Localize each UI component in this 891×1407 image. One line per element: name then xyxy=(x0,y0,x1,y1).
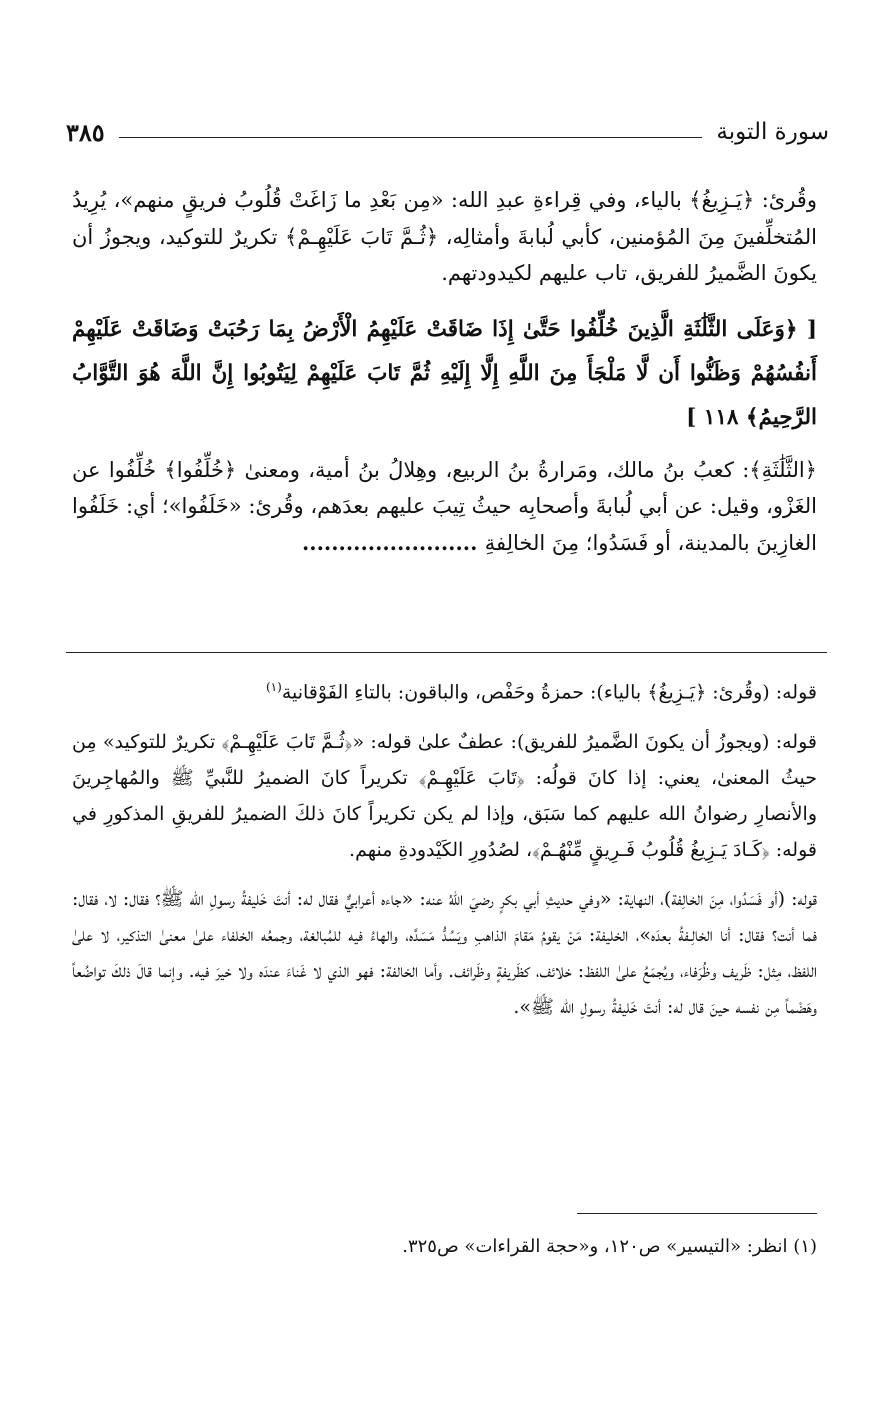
header-rule xyxy=(119,137,703,138)
continuation-dots: ........................ xyxy=(301,529,485,555)
surah-title: سورة التوبة xyxy=(716,119,829,145)
gloss-note-3: قوله: (أو فَسَدُوا، مِنَ الخالِفة)، النهاية: «وفي حديثِ أبي بكرٍ رضيَ اللهُ عنه: «جاءه أعرابيٌّ فقال له: أنتَ خَليفةُ رسولِ الله ﷺ؟ فقال: لا، فقال: فما أنت؟ فقال: أنا الخالِـفةُ بعدَه»، الخليفة: مَنْ يقومُ مَقامَ الذاهبِ ويَسُدُّ مَسَدَّه، والهاءُ فيه للمُبالغة، وجمعُه الخلفاء علىٰ معنىٰ التذكير، لا علىٰ اللفظ، مِثل: ظَريف وظُرَفاء، ويُجمَعُ علىٰ اللفظ: خلائف، كظَريفةٍ وظَرائف. وأما الخالفة: فهو الذي لا غَناءَ عندَه ولا خيرَ فيه. وإنما قالَ ذلكَ تواضُعاً وهَضْماً مِن نفسه حينَ قال له: أنتَ خَليفةُ رسولِ الله ﷺ». xyxy=(72,888,817,1018)
running-header xyxy=(66,112,829,152)
quran-verse-118: [ ﴿وَعَلَى الثَّلَٰثَةِ الَّذِينَ خُلِّفُوا حَتَّىٰ إِذَا ضَاقَتْ عَلَيْهِمُ الْأَرْضُ بِمَا رَحُبَتْ وَضَاقَتْ عَلَيْهِمْ أَنفُسُهُمْ وَظَنُّوا أَن لَّا مَلْجَأَ مِنَ اللَّهِ إِلَّا إِلَيْهِ ثُمَّ تَابَ عَلَيْهِمْ لِيَتُوبُوا إِنَّ اللَّهَ هُوَ التَّوَّابُ الرَّحِيمُ﴾ ١١٨ ] xyxy=(72,316,817,430)
gloss-note-1-text: قوله: (وقُرئ: ﴿يَـزِيغُ﴾ بالياء): حمزةُ وحَفْص، والباقون: بالتاءِ الفَوْقانية xyxy=(281,681,817,704)
commentary-paragraph-2 xyxy=(72,452,817,562)
gloss-section xyxy=(72,670,817,1040)
commentary-paragraph-2-text: ﴿الثَّلَٰثَةِ﴾: كعبُ بنُ مالك، ومَرارةُ بنُ الربيع، وهِلالُ بنُ أمية، ومعنىٰ ﴿خُلِّفُوا﴾ خُلِّفُوا عن الغَزْو، وقيل: عن أبي لُبابةَ وأصحابِه حيثُ تِيبَ عليهم بعدَهم، وقُرئ: «خَلَفُوا»؛ أي: خَلَفُوا الغازِينَ بالمدينة، أو فَسَدُوا؛ مِنَ الخالِفةِ xyxy=(72,457,817,555)
main-text xyxy=(72,182,817,577)
commentary-paragraph-1: وقُرئ: ﴿يَـزِيغُ﴾ بالياء، وفي قِراءةِ عبدِ الله: «مِن بَعْدِ ما زَاغَتْ قُلُوبُ فريقٍ منهم»، يُرِيدُ المُتخلِّفينَ مِنَ المُؤمنين، كأبي لُبابةَ وأمثالِه، ﴿ثُـمَّ تَابَ عَلَيْهِـمْ﴾ تكريرٌ للتوكيد، ويجوزُ أن يكونَ الضَّميرُ للفريق، تاب عليهم لكيدودتهم. xyxy=(72,188,817,285)
footnote: (١) انظر: «التيسير» ص١٢٠، و«حجة القراءات» ص٣٢٥. xyxy=(402,1236,817,1257)
gloss-note-2: قوله: (ويجوزُ أن يكونَ الضَّميرُ للفريق): عطفٌ علىٰ قوله: «﴿ثُـمَّ تَابَ عَلَيْهِـمْ﴾ تكريرٌ للتوكيد» مِن حيثُ المعنىٰ، يعني: إذا كانَ قولُه: ﴿تَابَ عَلَيْهِـمْ﴾ تكريراً كانَ الضميرُ للنَّبيِّ ﷺ والمُهاجِرينَ والأنصارِ رضوانُ الله عليهم كما سَبَق، وإذا لم يكن تكريراً كانَ ذلكَ الضميرُ للفريقِ المذكورِ في قوله: ﴿كَـادَ يَـزِيغُ قُلُوبُ فَـرِيقٍ مِّنْهُـمْ﴾، لصُدُورِ الكَيْدودةِ منهم. xyxy=(72,731,817,861)
gloss-note-1 xyxy=(72,670,817,711)
footnote-marker: (١) xyxy=(265,680,282,694)
section-divider xyxy=(66,652,827,653)
page-number: ٣٨٥ xyxy=(66,117,105,147)
footnote-divider xyxy=(577,1213,817,1214)
